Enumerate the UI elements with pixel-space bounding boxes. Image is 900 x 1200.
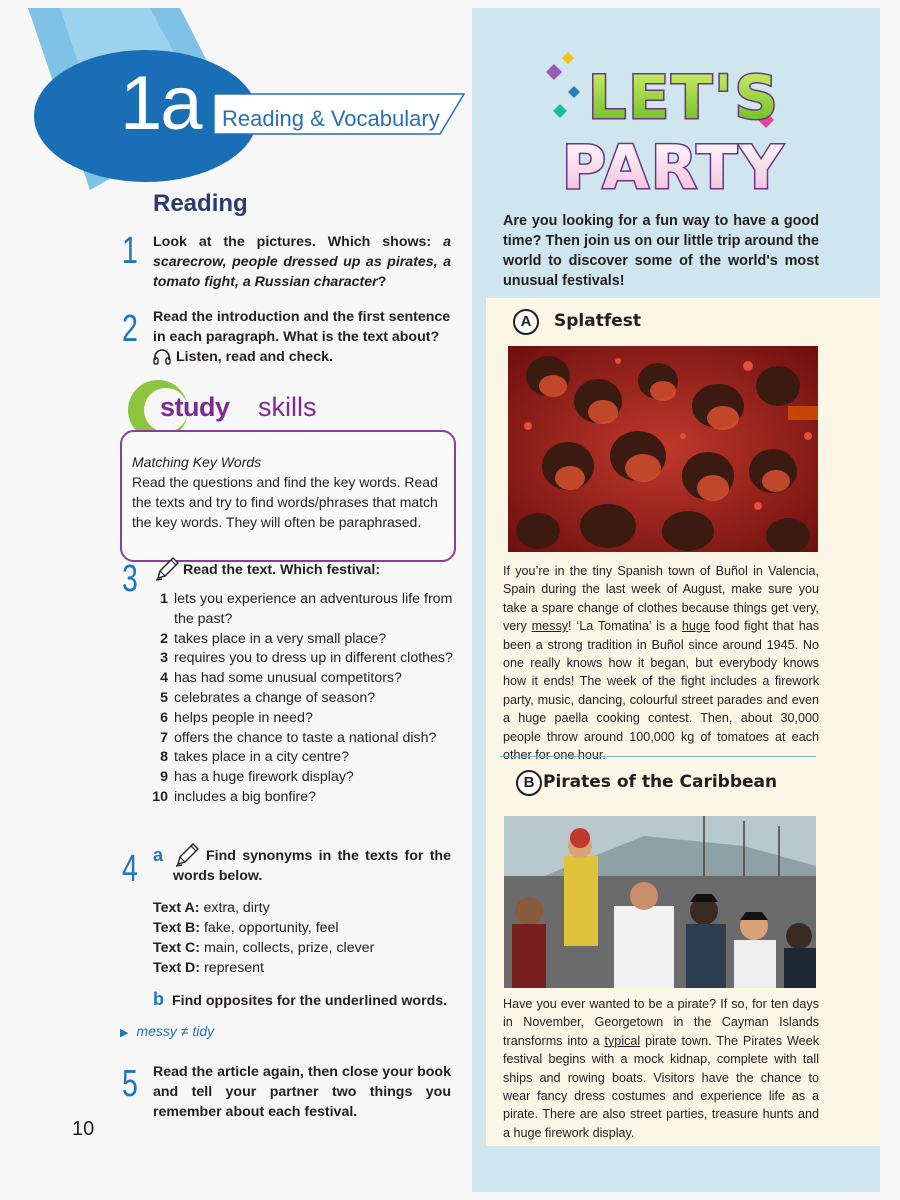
word-list-label: Text A: [153,900,200,916]
question-text: offers the chance to taste a national dish? [174,729,437,746]
exercise-5-number: 5 [122,1063,138,1105]
exercise-1-number: 1 [122,230,138,272]
word-list-row [153,958,374,978]
underlined-word: huge [681,619,710,634]
question-text: celebrates a change of season? [174,689,376,706]
section-a-p1: If you’re in the tiny Spanish town of Buñol in Valencia, Spain during the last week of August, make sure you take a spare change of clothes because things get very, very [503,564,819,634]
question-number: 7 [160,729,168,746]
question-number: 4 [160,670,168,687]
article-intro: Are you looking for a fun way to have a good time? Then join us on our little trip around the world to discover some of the world's most unusual festivals! [503,213,819,289]
lets-party-title [540,42,810,202]
exercise-3-instruction: Read the text. Which festival: [183,562,381,578]
word-list-label: Text C: [153,940,201,956]
study-word: study [160,392,230,422]
exercise-2-number: 2 [122,308,138,350]
exercise-1-items: a scarecrow, people dressed up as pirates, a tomato fight, a Russian character [153,234,451,290]
exercise-4b-letter: b [153,989,164,1009]
title-lets: LET'S [588,63,780,133]
section-a-paragraph [503,562,819,764]
exercise-4a-instruction: Find synonyms in the texts for the words below. [173,848,451,884]
section-label: Reading & Vocabulary [222,106,440,131]
section-a-p3: food fight that has been a strong tradition in Buñol since around 1945. No one really knows how it began, but everybody knows how it ends! The week of the fight includes a firework party, music, dancing, colourful street parades and even a huge paella cooking contest. Then, about 30,000 people throw around 100,000 kg of tomatoes at each other for one hour. [503,619,819,763]
section-b-p1: Have you ever wanted to be a pirate? If so, for ten days in November, Georgetown in the Cayman Islands transforms into a [503,997,819,1048]
exercise-3-question-list [140,590,460,808]
exercise-4b-example [120,1023,214,1039]
skills-word: skills [258,392,317,422]
question-item [140,649,460,669]
word-list-value: extra, dirty [203,900,270,916]
page-number: 10 [72,1118,95,1140]
study-skills-title: Matching Key Words [132,454,262,470]
word-list-label: Text B: [153,920,201,936]
question-text: lets you experience an adventurous life from the past? [174,591,453,627]
underlined-word: messy [531,619,569,634]
question-number: 2 [160,630,168,647]
question-text: has had some unusual competitors? [174,670,402,687]
exercise-4b-instruction: Find opposites for the underlined words. [172,993,448,1009]
study-skills-box [120,430,456,562]
example-text: messy ≠ tidy [136,1023,215,1039]
section-b-paragraph [503,995,819,1142]
confetti-shape [546,64,562,80]
word-list-row [153,938,374,958]
section-b-title: Pirates of the Caribbean [543,772,778,792]
exercise-5-text: Read the article again, then close your book and tell your partner two things you remember about each festival. [153,1064,451,1120]
question-text: takes place in a very small place? [174,630,387,647]
question-number: 6 [160,709,168,726]
question-item [140,590,460,630]
question-item [140,768,460,788]
question-number: 5 [160,689,168,706]
word-list-row [153,918,374,938]
exercise-1-intro: Look at the pictures. Which shows: [153,234,444,250]
exercise-1-text [153,232,451,292]
question-item [140,748,460,768]
question-number: 3 [160,650,168,667]
headphones-icon[interactable] [153,349,171,365]
question-text: requires you to dress up in different clothes? [174,650,453,667]
question-text: takes place in a city centre? [174,749,350,766]
exercise-2-text [153,307,453,367]
question-item [140,788,460,808]
underlined-word: typical [604,1033,641,1048]
tomato-fight-photo [508,346,818,552]
exercise-2-listen-row [153,347,453,367]
question-text: includes a big bonfire? [174,788,316,805]
section-a-p2: ! ‘La Tomatina’ is a [568,619,682,634]
section-b-marker: B [516,770,542,796]
section-divider [500,756,816,757]
question-number: 9 [160,769,168,786]
exercise-1-end: ? [377,274,387,290]
section-a-marker: A [513,309,539,335]
question-text: helps people in need? [174,709,313,726]
arrow-bullet-icon: ▶ [120,1027,129,1039]
question-item [140,689,460,709]
exercise-4-word-list [153,898,374,978]
question-text: has a huge firework display? [174,769,354,786]
word-list-label: Text D: [153,960,201,976]
confetti-shape [562,52,574,64]
question-item [140,709,460,729]
word-list-value: main, collects, prize, clever [203,940,375,956]
section-b-p2: pirate town. The Pirates Week festival begins with a mock kidnap, complete with tall ships and rowing boats. Visitors have the chance to wear fancy dress costumes and experience life as a pirate. There are also street parties, treasure hunts and a huge firework display. [503,1033,819,1140]
word-list-value: fake, opportunity, feel [203,920,339,936]
confetti-shape [568,86,580,98]
pencil-icon [154,556,180,582]
title-party: PARTY [562,133,785,202]
word-list-value: represent [203,960,264,976]
exercise-4a-letter: a [153,845,164,865]
unit-number: 1a [120,61,201,146]
question-number: 1 [160,591,168,607]
pirates-photo [504,816,816,988]
question-item [140,729,460,749]
exercise-2-line2: Listen, read and check. [176,349,333,365]
study-skills-text: Read the questions and find the key words. Read the texts and try to find words/phrases that match the key words. They will often be paraphrased. [132,474,438,530]
reading-heading: Reading [153,190,248,217]
unit-header-graphic [0,0,480,200]
confetti-shape [553,104,567,118]
question-number: 10 [152,788,168,805]
section-a-title: Splatfest [554,311,642,331]
exercise-3-number: 3 [122,558,138,600]
question-number: 8 [160,749,168,766]
exercise-2-line1: Read the introduction and the first sentence in each paragraph. What is the text about? [153,309,451,345]
question-item [140,630,460,650]
word-list-row [153,898,374,918]
exercise-4-number: 4 [122,848,138,890]
question-item [140,669,460,689]
